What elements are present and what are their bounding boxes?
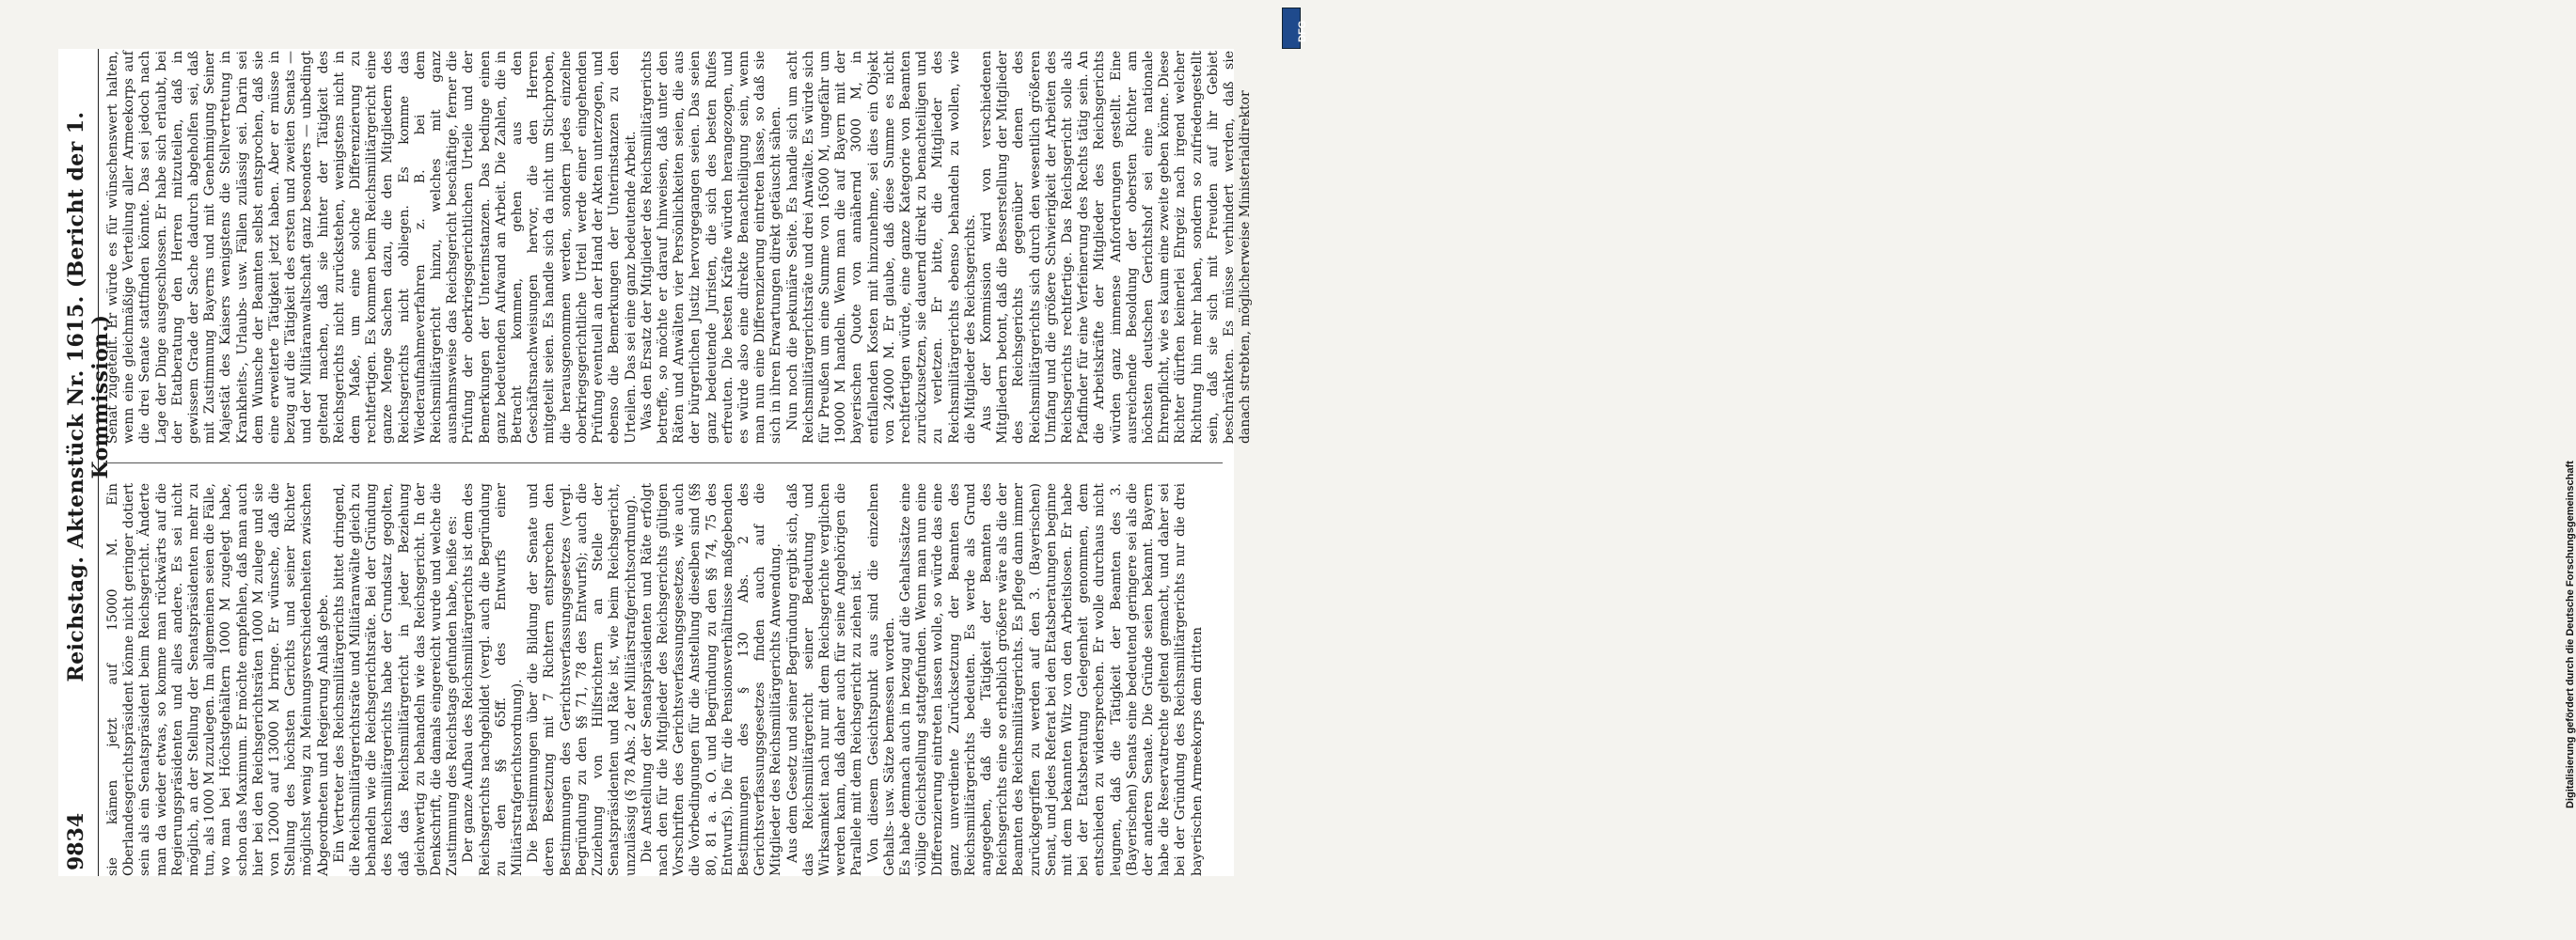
header-rule [98,49,99,876]
paragraph: Die Anstellung der Senatspräsidenten und Räte erfolgt nach den für die Mitglieder des Reichsgerichts gültigen Vorschriften des Gerichtsverfassungsgesetzes, wie auch die Vorbedingungen für die Anstellung dieselben sind (§§ 80, 81 a. a. O. und Begründung zu den §§ 74, 75 des Entwurfs). Die für die Pensionsverhältnisse maßgebenden Bestimmungen des § 130 Abs. 2 des Gerichtsverfassungsgesetzes finden auch auf die Mitglieder des Reichsmilitärgerichts Anwendung. [639,483,784,876]
paragraph: Aus dem Gesetz und seiner Begründung ergibt sich, daß das Reichsmilitärgericht seiner Bedeutung und Wirksamkeit nach nur mit dem Reichsgerichte verglichen werden kann, daß daher auch für seine Angehörigen die Parallele mit dem Reichsgericht zu ziehen ist. [784,483,865,876]
paragraph: Von diesem Gesichtspunkt aus sind die einzelnen Gehalts- usw. Sätze bemessen worden. [865,483,897,876]
right-column [105,51,1254,444]
column-divider [103,462,1223,463]
paragraph: Senat zugeteilt. Er würde es für wünschenswert halten, wenn eine gleichmäßige Verteilung aller Armeekorps auf die drei Senate stattfinden könnte. Das sei jedoch nach Lage der Dinge ausgeschlossen. Er habe sich erlaubt, bei der Etatberatung den Herren mitzuteilen, daß in gewissem Grade der Sache dadurch abgeholfen sei, daß mit Zustimmung Bayerns und mit Genehmigung Seiner Majestät des Kaisers wenigstens die Stellvertretung in Krankheits-, Urlaubs- usw. Fällen zulässig sei. Darin sei dem Wunsche der Beamten selbst entsprochen, daß sie eine erweiterte Tätigkeit jetzt haben. Aber er müsse in bezug auf die Tätigkeit des ersten und zweiten Senats — und der Militäranwaltschaft ganz besonders — unbedingt geltend machen, daß sie hinter der Tätigkeit des Reichsgerichts nicht zurückstehen, wenigstens nicht in dem Maße, um eine solche Differenzierung zu rechtfertigen. Es kommen beim Reichsmilitärgericht eine ganze Menge Sachen dazu, die den Mitgliedern des Reichsgerichts nicht obliegen. Es komme das Wiederaufnahmeverfahren z. B. bei dem Reichsmilitärgericht hinzu, welches mit ganz ausnahmsweise das Reichsgericht beschäftige, ferner die Prüfung der oberkriegsgerichtlichen Urteile und der Bemerkungen der Unterinstanzen. Das bedinge einen ganz bedeutenden Aufwand an Arbeit. Die Zahlen, die in Betracht kommen, gehen aus den Geschäftsnachweisungen hervor, die den Herren mitgeteilt seien. Es handle sich da nicht um Stichproben, die herausgenommen werden, sondern jedes einzelne oberkriegsgerichtliche Urteil werde einer eingehenden Prüfung eventuell an der Hand der Akten unterzogen, und ebenso die Bemerkungen der Unterinstanzen zu den Urteilen. Das sei eine ganz bedeutende Arbeit. [105,51,639,444]
page-number: 9834 [64,812,88,870]
page-title: Reichstag. Aktenstück Nr. 1615. (Bericht der 1. Kommission.) [64,111,113,682]
left-column [105,483,1225,876]
paragraph: Nun noch die pekuniäre Seite. Es handle sich um acht Reichsmilitärgerichtsräte und drei Anwälte. Es würde sich für Preußen um eine Summe von 16500 M, ungefähr um 19000 M handeln. Wenn man die auf Bayern mit der bayerischen Quote von annähernd 3000 M, in entfallenden Kosten mit hinzunehme, sei dies ein Objekt von 24000 M. Er glaube, daß diese Summe es nicht rechtfertigen würde, eine ganze Kategorie von Beamten zurückzusetzen, sie dauernd direkt zu benachteiligen und zu verletzen. Er bitte, die Mitglieder des Reichsmilitärgerichts ebenso behandeln zu wollen, wie die Mitglieder des Reichsgerichts. [784,51,978,444]
paragraph: Der ganze Aufbau des Reichsmilitärgerichts ist dem des Reichsgerichts nachgebildet (vergl. auch die Begründung zu den §§ 65ff. des Entwurfs einer Militärstrafgerichtsordnung). [461,483,526,876]
page-header [58,49,113,876]
paragraph: sie kämen jetzt auf 15000 M. Ein Oberlandesgerichtspräsident könne nicht geringer dotiert sein als ein Senatspräsident beim Reichsgericht. Änderte man da wieder etwas, so komme man rückwärts auf die Regierungspräsidenten und alles andere. Es sei nicht möglich, an der Stellung der Senatspräsidenten mehr zu tun, als 1000 M zuzulegen. Im allgemeinen seien die Fälle, wo man bei Höchstgehältern 1000 M zugelegt habe, schon das Maximum. Er möchte empfehlen, daß man auch hier bei den Reichsgerichtsräten 1000 M zulege und sie von 12000 auf 13000 M bringe. Er wünsche, daß die Stellung des höchsten Gerichts und seiner Richter möglichst wenig zu Meinungsverschiedenheiten zwischen Abgeordneten und Regierung Anlaß gebe. [105,483,331,876]
document-page [58,49,1254,876]
paragraph: Ein Vertreter des Reichsmilitärgerichts bittet dringend, die Reichsmilitärgerichtsräte und Militäranwälte gleich zu behandeln wie die Reichsgerichtsräte. Bei der Gründung des Reichsmilitärgerichts habe der Grundsatz gegolten, daß das Reichsmilitärgericht in jeder Beziehung gleichwertig zu behandeln wie das Reichsgericht. In der Denkschrift, die damals eingereicht wurde und welche die Zustimmung des Reichstags gefunden habe, heiße es: [331,483,461,876]
paragraph: Was den Ersatz der Mitglieder des Reichsmilitärgerichts betreffe, so möchte er darauf hinweisen, daß unter den Räten und Anwälten vier Persönlichkeiten seien, die aus der bürgerlichen Justiz hervorgegangen seien. Das seien ganz bedeutende Juristen, die sich des besten Rufes erfreuten. Die besten Kräfte würden herangezogen, und es würde also eine direkte Benachteiligung sein, wenn man nun eine Differenzierung eintreten lasse, so daß sie sich in ihren Erwartungen direkt getäuscht sähen. [639,51,784,444]
paragraph: Es habe demnach auch in bezug auf die Gehaltssätze eine völlige Gleichstellung stattgefunden. Wenn man nun eine Differenzierung eintreten lassen wolle, so würde das eine ganz unverdiente Zurücksetzung der Beamten des Reichsmilitärgerichts bedeuten. Es werde als Grund angegeben, daß die Tätigkeit der Beamten des Reichsgerichts eine so erheblich größere wäre als die der Beamten des Reichsmilitärgerichts. Es pflege dann immer zurückgegriffen zu werden auf den 3. (Bayerischen) Senat, und jedes Referat bei den Etatsberatungen beginne mit dem bekannten Witz von den Arbeitslosen. Er habe bei der Etatsberatung Gelegenheit genommen, dem entschieden zu widersprechen. Er wolle durchaus nicht leugnen, daß die Tätigkeit der Beamten des 3. (Bayerischen) Senats eine bedeutend geringere sei als die der anderen Senate. Die Gründe seien bekannt. Bayern habe die Reservatrechte geltend gemacht, und daher sei bei der Gründung des Reichsmilitärgerichts nur die drei bayerischen Armeekorps dem dritten [897,483,1205,876]
paragraph: Die Bestimmungen über die Bildung der Senate und deren Besetzung mit 7 Richtern entsprechen den Bestimmungen des Gerichtsverfassungsgesetzes (vergl. Begründung zu den §§ 71, 78 des Entwurfs); auch die Zuziehung von Hilfsrichtern an Stelle der Senatspräsidenten und Räte ist, wie beim Reichsgericht, unzulässig (§ 78 Abs. 2 der Militärstrafgerichtsordnung). [526,483,639,876]
digitization-credit: Digitalisierung gefördert durch die Deutsche Forschungsgemeinschaft [2565,461,2576,808]
paragraph: Aus der Kommission wird von verschiedenen Mitgliedern betont, daß die Besserstellung der Mitglieder des Reichsgerichts gegenüber denen des Reichsmilitärgerichts sich durch den wesentlich größeren Umfang und die größere Schwierigkeit der Arbeiten des Reichsgerichts rechtfertige. Das Reichsgericht solle als Pfadfinder für eine Verfeinerung des Rechts tätig sein. An die Arbeitskräfte der Mitglieder des Reichsgerichts würden ganz immense Anforderungen gestellt. Eine ausreichende Besoldung der obersten Richter am höchsten deutschen Gerichtshof sei eine nationale Ehrenpflicht, wie es kaum eine zweite geben könne. Diese Richter dürften keinerlei Ehrgeiz nach irgend welcher Richtung hin mehr haben, sondern so zufriedengestellt sein, daß sie sich mit Freuden auf ihr Gebiet beschränkten. Es müsse verhindert werden, daß sie danach strebten, möglicherweise Ministerialdirektor [978,51,1254,444]
dfg-logo-text: DFG [1297,20,1308,42]
dfg-logo [1282,8,1308,49]
